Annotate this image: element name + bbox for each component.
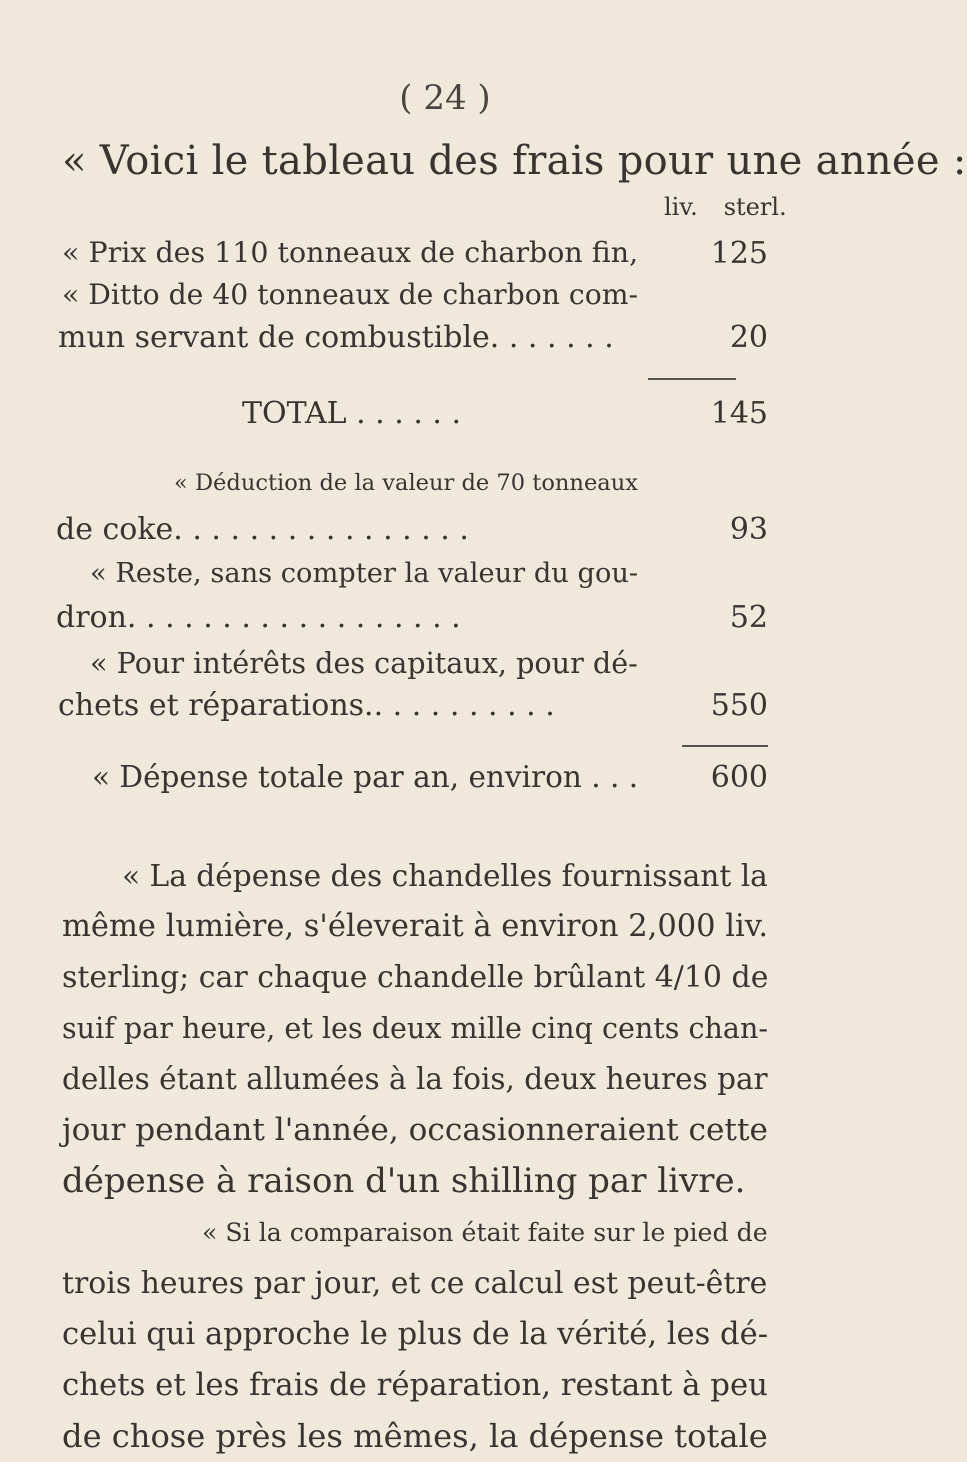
text-line: suif par heure, et les deux mille cinq cents chan- — [62, 1011, 769, 1045]
sum-rule — [682, 745, 768, 747]
row-label: TOTAL . . . . . . — [242, 396, 461, 431]
sum-rule — [648, 378, 736, 380]
table-row — [56, 558, 768, 648]
row-value: 20 — [729, 320, 768, 355]
row-value: 125 — [710, 236, 768, 271]
text-line: « La dépense des chandelles fournissant la — [122, 858, 768, 893]
table-row — [58, 278, 768, 368]
row-value: 145 — [710, 396, 768, 431]
text-line: celui qui approche le plus de la vérité, les dé- — [62, 1317, 769, 1352]
text-line: trois heures par jour, et ce calcul est peut-être — [62, 1266, 768, 1301]
table-row-total — [62, 396, 768, 436]
row-label: « Déduction de la valeur de 70 tonneaux — [174, 470, 638, 496]
paragraph-chandelles — [62, 850, 768, 1207]
text-line: « Si la comparaison était faite sur le pied de — [202, 1218, 768, 1247]
row-label: « Prix des 110 tonneaux de charbon fin, — [62, 236, 639, 269]
unit-sterl: sterl. — [723, 193, 787, 221]
row-label: « Pour intérêts des capitaux, pour dé- — [90, 646, 638, 680]
table-row — [62, 236, 768, 276]
intro-line: « Voici le tableau des frais pour une année : — [62, 138, 967, 184]
column-units — [664, 193, 813, 221]
text-line: delles étant allumées à la fois, deux heures par — [62, 1062, 768, 1096]
row-label: « Dépense totale par an, environ . . . — [92, 760, 639, 794]
row-value: 600 — [710, 760, 768, 795]
row-value: 93 — [729, 512, 768, 547]
row-label-cont: dron. . . . . . . . . . . . . . . . . . — [56, 600, 461, 635]
row-label-cont: chets et réparations.. . . . . . . . . . — [58, 688, 555, 723]
text-line: sterling; car chaque chandelle brûlant 4/10 de — [62, 960, 769, 995]
row-label: « Ditto de 40 tonneaux de charbon com- — [62, 278, 639, 311]
text-line: de chose près les mêmes, la dépense totale — [62, 1417, 768, 1455]
row-label: « Reste, sans compter la valeur du gou- — [90, 558, 639, 589]
row-label-cont: mun servant de combustible. . . . . . . — [58, 320, 614, 355]
table-row — [56, 470, 768, 560]
row-value: 550 — [710, 688, 768, 723]
row-value: 52 — [729, 600, 768, 635]
table-row-total — [62, 760, 768, 800]
text-line: jour pendant l'année, occasionneraient cette — [62, 1112, 768, 1148]
text-line: même lumière, s'éleverait à environ 2,000 liv. — [62, 909, 769, 944]
page-number: ( 24 ) — [399, 78, 491, 118]
paragraph-comparaison — [62, 1207, 768, 1462]
unit-liv: liv. — [664, 193, 698, 221]
text-line: chets et les frais de réparation, restant à peu — [62, 1367, 768, 1403]
text-line: dépense à raison d'un shilling par livre. — [62, 1161, 746, 1201]
table-row — [58, 646, 768, 736]
row-label-cont: de coke. . . . . . . . . . . . . . . . — [56, 512, 469, 547]
